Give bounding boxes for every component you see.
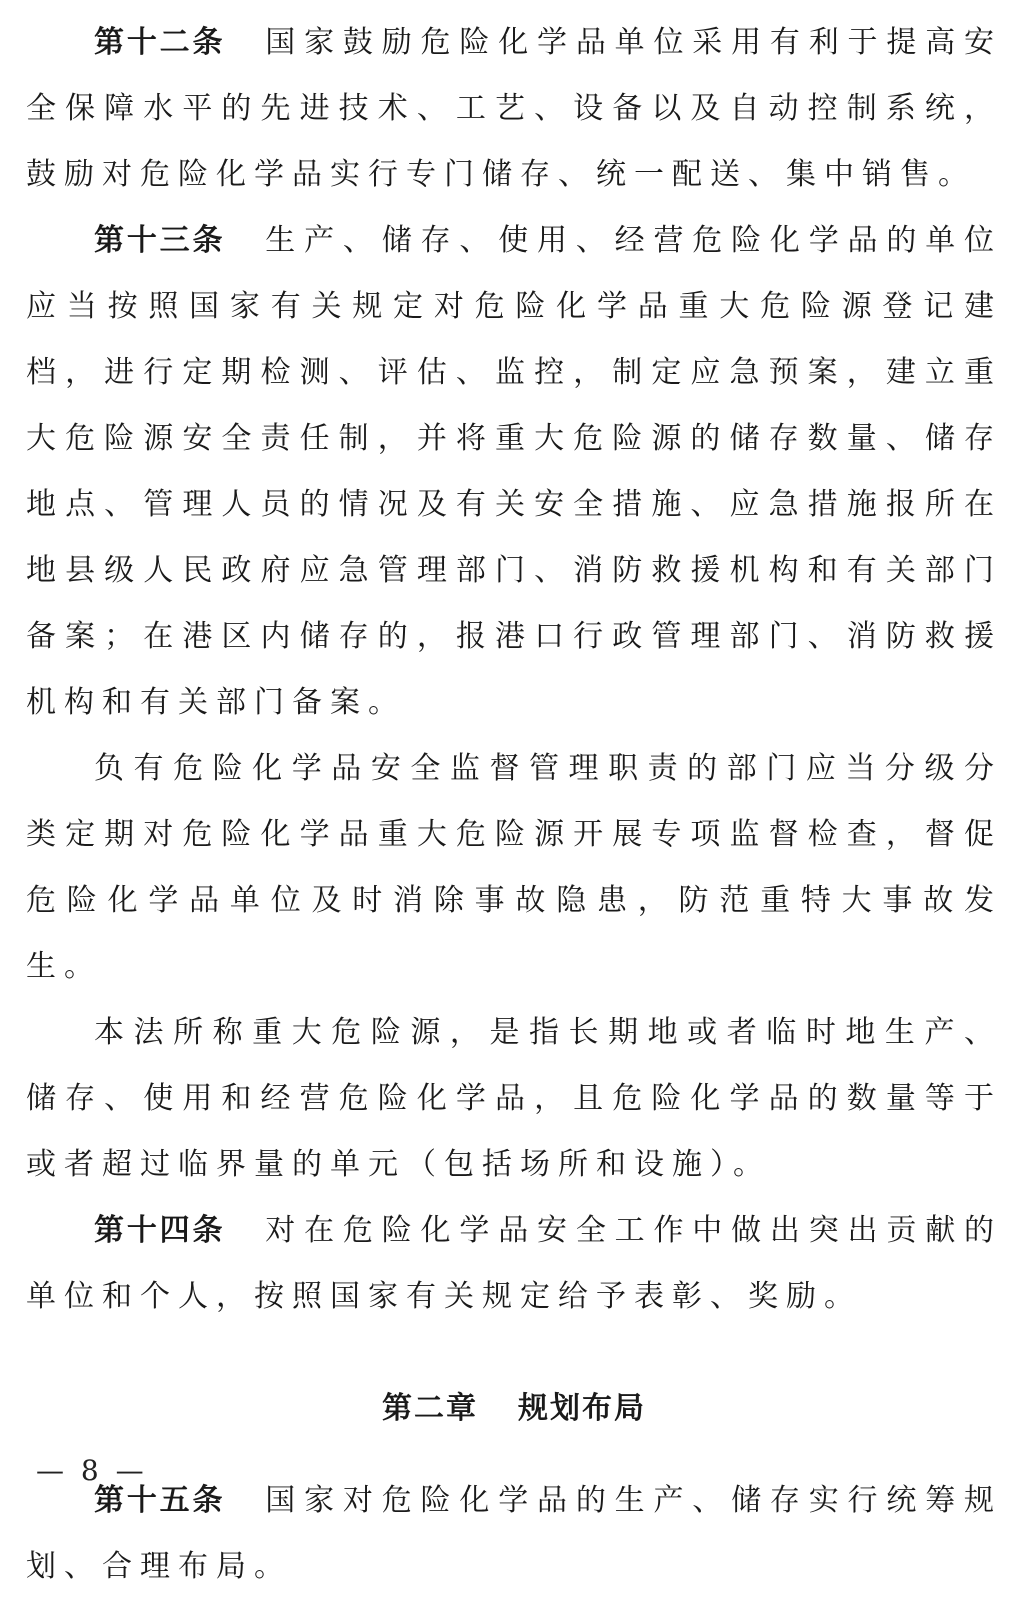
chapter-title: 规划布局 — [518, 1391, 646, 1426]
article-13-paragraph-2: 负有危险化学品安全监督管理职责的部门应当分级分类定期对危险化学品重大危险源开展专项监督检查，督促危险化学品单位及时消除事故隐患，防范重特大事故发生。 — [26, 751, 1002, 984]
article-13-text: 生产、储存、使用、经营危险化学品的单位应当按照国家有关规定对危险化学品重大危险源登记建档，进行定期检测、评估、监控，制定应急预案，建立重大危险源安全责任制，并将重大危险源的储存数量、储存地点、管理人员的情况及有关安全措施、应急措施报所在地县级人民政府应急管理部门、消防救援机构和有关部门备案；在港区内储存的，报港口行政管理部门、消防救援机构和有关部门备案。 — [26, 223, 1003, 720]
document-body — [26, 10, 1002, 1600]
page-number: — 8 — — [36, 1454, 148, 1487]
article-14-text: 对在危险化学品安全工作中做出突出贡献的单位和个人，按照国家有关规定给予表彰、奖励。 — [26, 1213, 1003, 1314]
article-15 — [26, 1468, 1002, 1600]
article-12-head: 第十二条 — [94, 25, 226, 60]
article-15-text: 国家对危险化学品的生产、储存实行统筹规划、合理布局。 — [26, 1483, 1003, 1584]
article-15-head: 第十五条 — [94, 1483, 226, 1518]
article-13-paragraph-3: 本法所称重大危险源，是指长期地或者临时地生产、储存、使用和经营危险化学品，且危险化学品的数量等于或者超过临界量的单元（包括场所和设施）。 — [26, 1015, 1002, 1182]
article-14-head: 第十四条 — [94, 1213, 226, 1248]
article-13-head: 第十三条 — [94, 223, 226, 258]
article-12-text: 国家鼓励危险化学品单位采用有利于提高安全保障水平的先进技术、工艺、设备以及自动控制系统，鼓励对危险化学品实行专门储存、统一配送、集中销售。 — [26, 25, 1003, 192]
chapter-number: 第二章 — [382, 1391, 478, 1426]
article-12 — [26, 10, 1002, 208]
chapter-heading — [26, 1376, 1002, 1442]
article-14 — [26, 1198, 1002, 1330]
article-13 — [26, 208, 1002, 736]
